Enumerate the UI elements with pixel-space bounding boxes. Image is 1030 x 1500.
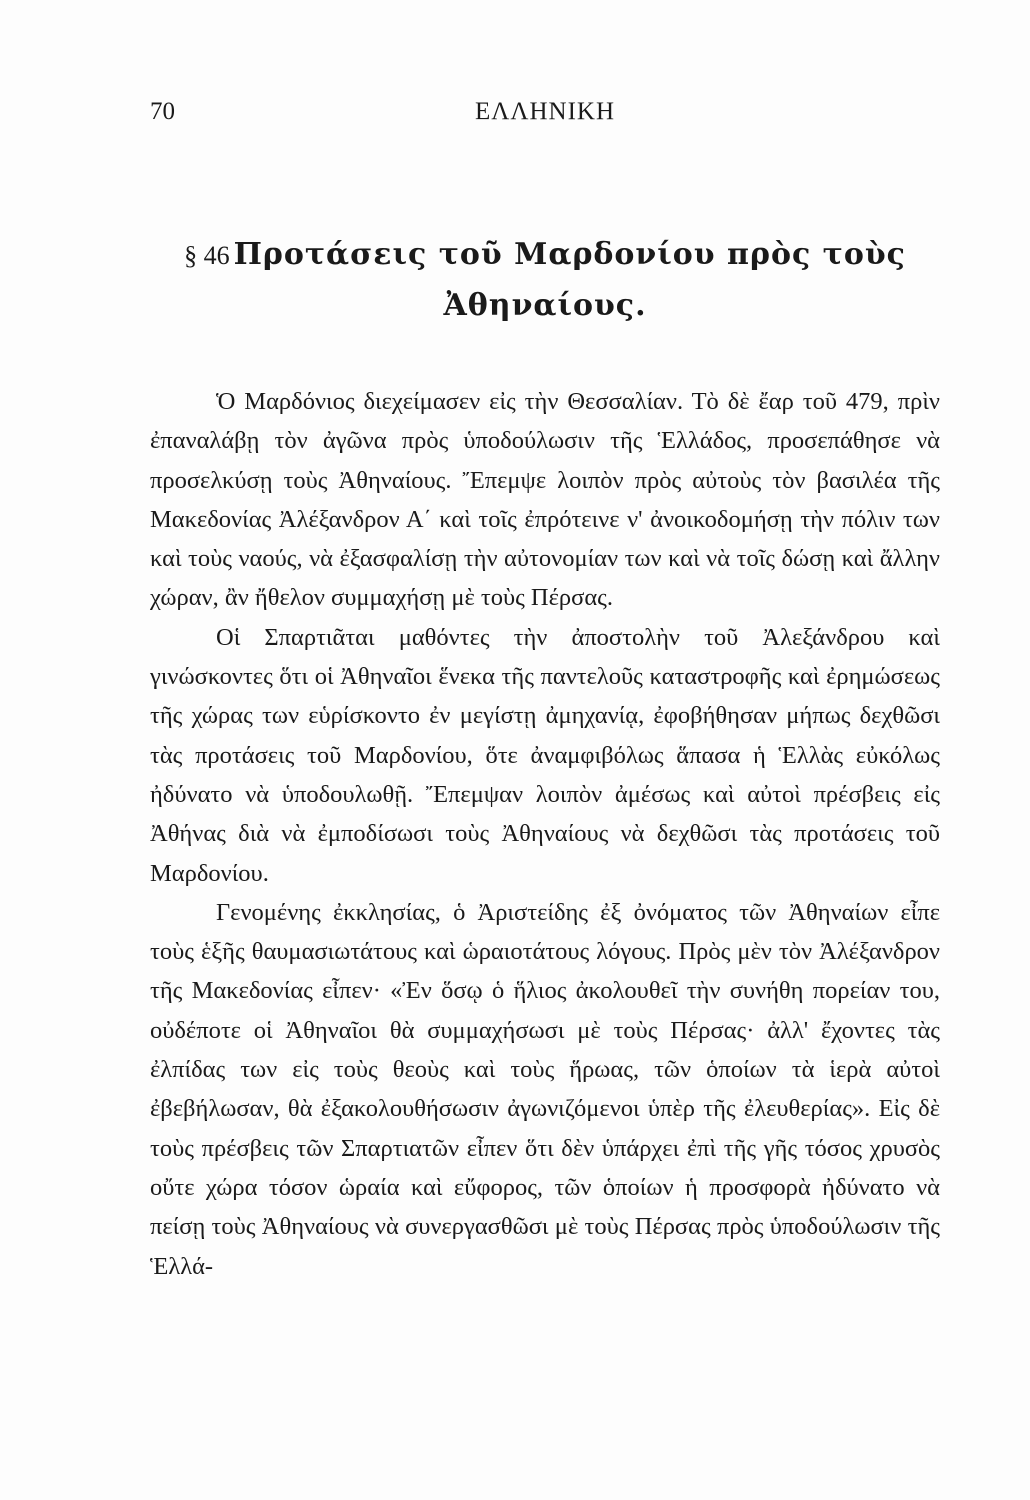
paragraph: Οἱ Σπαρτιᾶται μαθόντες τὴν ἀποστολὴν τοῦ Ἀλεξάνδρου καὶ γινώσκοντες ὅτι οἱ Ἀθηναῖοι ἕνεκα τῆς παντελοῦς καταστροφῆς καὶ ἐρημώσεως τῆς χώρας των εὑρίσκοντο ἐν μεγίστῃ ἀμηχανίᾳ, ἐφοβήθησαν μήπως δεχθῶσι τὰς προτάσεις τοῦ Μαρδονίου, ὅτε ἀναμφιβόλως ἅπασα ἡ Ἑλλὰς εὐκόλως ἠδύνατο νὰ ὑποδουλωθῇ. Ἔπεμψαν λοιπὸν ἀμέσως καὶ αὐτοὶ πρέσβεις εἰς Ἀθήνας διὰ νὰ ἐμποδίσωσι τοὺς Ἀθηναίους νὰ δεχθῶσι τὰς προτάσεις τοῦ Μαρδονίου. [150,623,940,887]
page-number: 70 [150,98,175,125]
running-title: ΕΛΛΗΝΙΚΗ [474,98,616,125]
paragraph: Γενομένης ἐκκλησίας, ὁ Ἀριστείδης ἐξ ὀνόματος τῶν Ἀθηναίων εἶπε τοὺς ἑξῆς θαυμασιωτάτους καὶ ὡραιοτάτους λόγους. Πρὸς μὲν τὸν Ἀλέξανδρον τῆς Μακεδονίας εἶπεν· «Ἐν ὅσῳ ὁ ἥλιος ἀκολουθεῖ τὴν συνήθη πορείαν του, οὐδέποτε οἱ Ἀθηναῖοι θὰ συμμαχήσωσι μὲ τοὺς Πέρσας· ἀλλ' ἔχοντες τὰς ἐλπίδας των εἰς τοὺς θεοὺς καὶ τοὺς ἥρωας, τῶν ὁποίων τὰ ἱερὰ αὐτοὶ ἐβεβήλωσαν, θὰ ἐξακολουθήσωσιν ἀγωνιζόμενοι ὑπὲρ τῆς ἐλευθερίας». Εἰς δὲ τοὺς πρέσβεις τῶν Σπαρτιατῶν εἶπεν ὅτι δὲν ὑπάρχει ἐπὶ τῆς γῆς τόσος χρυσὸς οὔτε χώρα τόσον ὡραία καὶ εὔφορος, τῶν ὁποίων ἡ προσφορὰ ἠδύνατο νὰ πείσῃ τοὺς Ἀθηναίους νὰ συνεργασθῶσι μὲ τοὺς Πέρσας πρὸς ὑποδούλωσιν τῆς Ἑλλά- [150,898,940,1280]
page-header [150,98,940,134]
section-heading [150,232,940,334]
section-number: § 46 [184,241,230,270]
section-title: Προτάσεις τοῦ Μαρδονίου πρὸς τοὺς Ἀθηναίους. [233,237,906,323]
body-text [150,382,940,1286]
paragraph: Ὁ Μαρδόνιος διεχείμασεν εἰς τὴν Θεσσαλίαν. Τὸ δὲ ἔαρ τοῦ 479, πρὶν ἐπαναλάβῃ τὸν ἀγῶνα πρὸς ὑποδούλωσιν τῆς Ἑλλάδος, προσεπάθησε νὰ προσελκύσῃ τοὺς Ἀθηναίους. Ἔπεμψε λοιπὸν πρὸς αὐτοὺς τὸν βασιλέα τῆς Μακεδονίας Ἀλέξανδρον Α΄ καὶ τοῖς ἐπρότεινε ν' ἀνοικοδομήσῃ τὴν πόλιν των καὶ τοὺς ναούς, νὰ ἐξασφαλίσῃ τὴν αὐτονομίαν των καὶ νὰ τοῖς δώσῃ καὶ ἄλλην χώραν, ἂν ἤθελον συμμαχήσῃ μὲ τοὺς Πέρσας. [150,388,940,612]
